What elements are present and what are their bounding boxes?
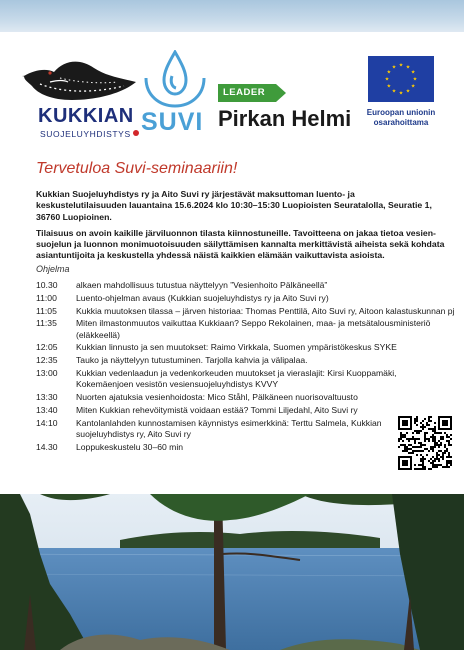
eu-logo xyxy=(366,56,436,140)
eu-star-icon: ★ xyxy=(386,83,392,90)
eu-funding-text xyxy=(362,108,440,128)
eu-star-icon: ★ xyxy=(405,88,411,95)
leader-tag: LEADER xyxy=(218,84,276,102)
program-text: Kukkian linnusto ja sen muutokset: Raimo Virkkala, Suomen ympäristökeskus SYKE xyxy=(76,342,397,353)
program-heading: Ohjelma xyxy=(36,264,70,274)
eu-star-icon: ★ xyxy=(391,64,397,71)
eu-stars-icon xyxy=(368,56,434,102)
program-item xyxy=(36,306,456,317)
program-item xyxy=(36,293,456,304)
program-text: Luento-ohjelman avaus (Kukkian suojeluyhdistys ry ja Aito Suvi ry) xyxy=(76,292,329,303)
logo-row xyxy=(0,40,464,140)
eu-text-line1: Euroopan unionin xyxy=(366,108,436,117)
program-time: 12:35 xyxy=(36,355,58,366)
red-dot-icon xyxy=(133,130,139,136)
qr-code-icon[interactable] xyxy=(398,416,452,470)
program-item xyxy=(36,280,456,291)
program-text: Kukkian vedenlaadun ja vedenkorkeuden muutokset ja vieraslajit: Kirsi Kuoppamäki, Kokemäenjoen vesistön vesiensuojeluyhdistys KVVY xyxy=(76,367,397,390)
program-time: 13:00 xyxy=(36,367,58,378)
program-text: Miten Kukkian rehevöitymistä voidaan estää? Tommi Liljedahl, Aito Suvi ry xyxy=(76,404,358,415)
eu-star-icon: ★ xyxy=(410,69,416,76)
eu-star-icon: ★ xyxy=(391,88,397,95)
program-item xyxy=(36,368,456,390)
eu-star-icon: ★ xyxy=(398,62,404,69)
program-text: alkaen mahdollisuus tutustua näyttelyyn ”Vesienhoito Pälkäneellä” xyxy=(76,280,328,290)
kukkian-name: KUKKIAN xyxy=(38,105,134,127)
program-text: Miten ilmastonmuutos vaikuttaa Kukkiaan? Seppo Rekolainen, maa- ja metsätalousministeriö (eläkkeellä) xyxy=(76,318,431,340)
loon-icon xyxy=(20,48,140,106)
page-title: Tervetuloa Suvi-seminaariin! xyxy=(36,160,238,177)
program-time: 11:00 xyxy=(36,292,57,303)
leader-arrow-icon xyxy=(276,84,286,102)
program-time: 12:05 xyxy=(36,342,58,353)
program-item xyxy=(36,392,456,403)
eu-star-icon: ★ xyxy=(386,69,392,76)
suvi-name: SUVI xyxy=(141,108,204,136)
program-time: 14:10 xyxy=(36,417,58,428)
eu-text-line2: osarahoittama xyxy=(373,118,429,127)
program-time: 10.30 xyxy=(36,280,58,290)
program-text: Kukkia muutoksen tilassa – järven historiaa: Thomas Penttilä, Aito Suvi ry, Aitoon kalastuskunnan pj xyxy=(76,305,455,316)
intro-text xyxy=(36,189,446,267)
program-item xyxy=(36,355,456,366)
lake-photo xyxy=(0,494,464,650)
program-time: 11:05 xyxy=(36,305,57,316)
leader-logo xyxy=(218,84,358,136)
program-time: 13:30 xyxy=(36,391,58,402)
eu-star-icon: ★ xyxy=(412,76,418,83)
water-drop-icon xyxy=(140,50,210,108)
suvi-logo xyxy=(140,50,212,136)
eu-star-icon: ★ xyxy=(405,64,411,71)
program-text: Nuorten ajatuksia vesienhoidosta: Mico Ståhl, Pälkäneen nuorisovaltuusto xyxy=(76,391,358,402)
program-item xyxy=(36,418,456,440)
sky-banner xyxy=(0,0,464,32)
eu-star-icon: ★ xyxy=(384,76,390,83)
eu-flag-icon xyxy=(368,56,434,102)
program-item xyxy=(36,405,456,416)
intro-paragraph-1: Kukkian Suojeluyhdistys ry ja Aito Suvi ry järjestävät maksuttoman luento- ja keskustelutilaisuuden lauantaina 15.6.2024 klo 10:30–15:30 Luopioisten Seuratalolla, Seuratie 1, 36760 Luopioinen. xyxy=(36,189,432,222)
program-text: Loppukeskustelu 30–60 min xyxy=(76,441,184,452)
eu-star-icon: ★ xyxy=(398,90,404,97)
pirkan-helmi-name: Pirkan Helmi xyxy=(218,106,352,131)
program-item xyxy=(36,442,456,453)
program-time: 13:40 xyxy=(36,404,58,415)
kukkian-subtitle: SUOJELUYHDISTYS xyxy=(40,129,131,139)
kukkian-logo xyxy=(20,48,140,138)
program-item xyxy=(36,318,456,340)
program-text: Tauko ja näyttelyyn tutustuminen. Tarjolla kahvia ja välipalaa. xyxy=(76,355,308,366)
program-time: 11:35 xyxy=(36,318,57,329)
program-item xyxy=(36,342,456,353)
intro-paragraph-2: Tilaisuus on avoin kaikille järviluonnon tilasta kiinnostuneille. Tavoitteena on jakaa tietoa vesien-suojelun ja luonnon monimuotoisuuden säilyttämisen kannalta merkittävistä aiheista sekä kohdata asiantuntijoita ja keskustella yhdessä näistä kaikkien elämään vaikuttavista asioista. xyxy=(36,227,445,261)
program-list xyxy=(36,280,456,454)
program-text: Kantolanlahden kunnostamisen käynnistys esimerkkinä: Terttu Salmela, Kukkian suojeluyhdistys ry, Aito Suvi ry xyxy=(76,417,382,439)
eu-star-icon: ★ xyxy=(410,83,416,90)
program-time: 14.30 xyxy=(36,441,58,452)
